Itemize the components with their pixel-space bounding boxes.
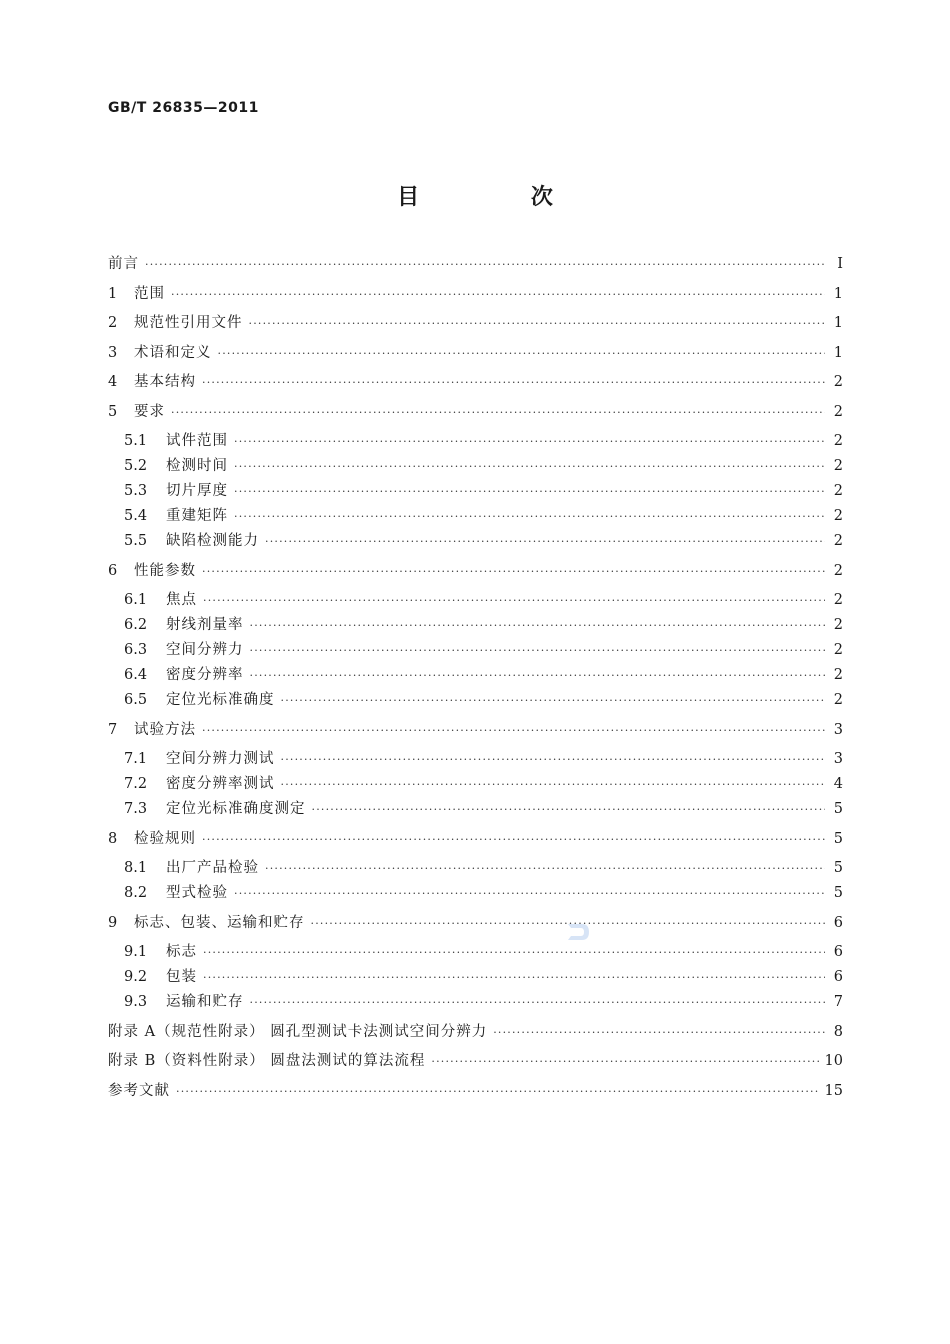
toc-page-number: 3 <box>833 751 843 767</box>
toc-entry-label: 性能参数 <box>134 562 196 579</box>
dot-leader <box>203 972 825 983</box>
toc-section-entry[interactable] <box>108 564 843 594</box>
toc-section-entry[interactable] <box>108 916 843 946</box>
toc-entry-label: 运输和贮存 <box>166 994 244 1010</box>
toc-entry-number: 5 <box>108 403 118 420</box>
toc-page-number: 1 <box>833 285 843 302</box>
toc-entry-label: 参考文献 <box>108 1082 170 1099</box>
toc-subsection-entry[interactable] <box>108 484 843 509</box>
toc-entry-number: 6.2 <box>124 617 148 633</box>
dot-leader <box>202 834 825 845</box>
dot-leader <box>203 595 825 606</box>
toc-entry-number: 9.3 <box>124 994 148 1010</box>
toc-page-number: 2 <box>833 562 843 579</box>
toc-section-entry[interactable] <box>108 316 843 346</box>
toc-page-number: 2 <box>833 667 843 683</box>
toc-page-number: 6 <box>833 914 843 931</box>
toc-subsection-entry[interactable] <box>108 534 843 564</box>
toc-entry-number: 6 <box>108 562 118 579</box>
dot-leader <box>171 289 825 300</box>
toc-entry-number: 8 <box>108 830 118 847</box>
dot-leader <box>234 486 825 497</box>
toc-section-entry[interactable] <box>108 405 843 435</box>
dot-leader <box>203 947 825 958</box>
toc-section-entry[interactable] <box>108 287 843 317</box>
toc-entry-label: 试件范围 <box>166 433 228 449</box>
dot-leader <box>234 436 825 447</box>
toc-entry-label: 前言 <box>108 256 139 272</box>
toc-subsection-entry[interactable] <box>108 668 843 693</box>
toc-entry-label: 空间分辨力测试 <box>166 751 275 767</box>
toc-entry-number: 5.3 <box>124 483 148 499</box>
dot-leader <box>234 511 825 522</box>
toc-section-entry[interactable] <box>108 346 843 376</box>
dot-leader <box>171 407 825 418</box>
dot-leader <box>234 461 825 472</box>
toc-page-number: 2 <box>833 483 843 499</box>
toc-page-number: 2 <box>833 508 843 524</box>
toc-entry-label: 要求 <box>134 403 165 420</box>
toc-entry-number: 6.1 <box>124 592 148 608</box>
toc-section-entry[interactable] <box>108 832 843 862</box>
toc-entry-label: 缺陷检测能力 <box>166 533 259 549</box>
toc-entry-number: 7.1 <box>124 751 148 767</box>
dot-leader <box>250 997 826 1008</box>
toc-page-number: 1 <box>833 344 843 361</box>
toc-subsection-entry[interactable] <box>108 995 843 1025</box>
toc-entry-label: 切片厚度 <box>166 483 228 499</box>
dot-leader <box>145 259 825 270</box>
toc-page-number: 5 <box>833 801 843 817</box>
toc-section-entry[interactable] <box>108 375 843 405</box>
toc-subsection-entry[interactable] <box>108 970 843 995</box>
toc-entry-label: 焦点 <box>166 592 197 608</box>
toc-subsection-entry[interactable] <box>108 509 843 534</box>
toc-subsection-entry[interactable] <box>108 618 843 643</box>
toc-entry-number: 8.1 <box>124 860 148 876</box>
toc-page-number: 2 <box>833 403 843 420</box>
toc-entry-label: 密度分辨率测试 <box>166 776 275 792</box>
toc-page-number: 2 <box>833 374 843 390</box>
toc-entry-number: 6.4 <box>124 667 148 683</box>
toc-page-number: 2 <box>833 692 843 708</box>
toc-subsection-entry[interactable] <box>108 777 843 802</box>
toc-entry-label: 术语和定义 <box>134 344 212 361</box>
toc-subsection-entry[interactable] <box>108 434 843 459</box>
toc-entry-label: 密度分辨率 <box>166 667 244 683</box>
toc-entry-label: 试验方法 <box>134 721 196 738</box>
dot-leader <box>250 645 826 656</box>
toc-page-number: 4 <box>833 776 843 792</box>
toc-page-number: 10 <box>824 1053 843 1069</box>
dot-leader <box>218 348 826 359</box>
page-title: 目 次 <box>397 185 605 210</box>
toc-entry-number: 7.3 <box>124 801 148 817</box>
dot-leader <box>312 804 826 815</box>
toc-entry-label: 定位光标准确度测定 <box>166 801 306 817</box>
toc-entry-label: 标志 <box>166 944 197 960</box>
toc-subsection-entry[interactable] <box>108 643 843 668</box>
toc-entry-number: 5.1 <box>124 433 148 449</box>
dot-leader <box>249 318 826 329</box>
toc-entry-label: 型式检验 <box>166 885 228 901</box>
dot-leader <box>250 620 826 631</box>
toc-subsection-entry[interactable] <box>108 861 843 886</box>
toc-entry-number: 6.3 <box>124 642 148 658</box>
toc-entry-label: 出厂产品检验 <box>166 860 259 876</box>
dot-leader <box>265 536 825 547</box>
toc-page-number: 5 <box>833 860 843 876</box>
toc-entry-number: 1 <box>108 285 118 302</box>
toc-page-number: 1 <box>833 315 843 331</box>
toc-page-number: 2 <box>833 458 843 474</box>
toc-page-number: 2 <box>833 592 843 608</box>
toc-entry-label: 基本结构 <box>134 374 196 390</box>
toc-entry-number: 3 <box>108 344 118 361</box>
toc-page-number: 5 <box>833 885 843 901</box>
toc-entry-number: 5.4 <box>124 508 148 524</box>
toc-entry-number: 7.2 <box>124 776 148 792</box>
toc-entry-number: 8.2 <box>124 885 148 901</box>
toc-entry-label: 检测时间 <box>166 458 228 474</box>
toc-entry-number: 4 <box>108 374 118 390</box>
dot-leader <box>202 566 825 577</box>
toc-entry-label: 空间分辨力 <box>166 642 244 658</box>
standard-code: GB/T 26835—2011 <box>108 100 259 116</box>
toc-subsection-entry[interactable] <box>108 886 843 916</box>
dot-leader <box>493 1027 825 1038</box>
toc-subsection-entry[interactable] <box>108 459 843 484</box>
dot-leader <box>202 725 825 736</box>
toc-subsection-entry[interactable] <box>108 802 843 832</box>
toc-page-number: 2 <box>833 433 843 449</box>
dot-leader <box>281 754 826 765</box>
dot-leader <box>281 695 826 706</box>
dot-leader <box>250 670 826 681</box>
toc-subsection-entry[interactable] <box>108 945 843 970</box>
dot-leader <box>202 377 825 388</box>
toc-page-number: 7 <box>833 994 843 1010</box>
toc-page-number: 2 <box>833 642 843 658</box>
toc-subsection-entry[interactable] <box>108 752 843 777</box>
toc-section-entry[interactable] <box>108 1054 843 1084</box>
toc-entry-number: 5.2 <box>124 458 148 474</box>
toc-entry-label: 射线剂量率 <box>166 617 244 633</box>
dot-leader <box>431 1056 818 1067</box>
toc-entry-label: 规范性引用文件 <box>134 315 243 331</box>
dot-leader <box>176 1086 819 1097</box>
dot-leader <box>265 863 825 874</box>
table-of-contents <box>108 257 843 1113</box>
toc-entry-label: 附录 A（规范性附录） 圆孔型测试卡法测试空间分辨力 <box>108 1023 488 1040</box>
toc-page-number: 5 <box>833 830 843 847</box>
toc-page-number: 8 <box>833 1023 843 1040</box>
toc-page-number: 2 <box>833 533 843 549</box>
toc-entry-label: 定位光标准确度 <box>166 692 275 708</box>
toc-entry-label: 附录 B（资料性附录） 圆盘法测试的算法流程 <box>108 1053 426 1069</box>
toc-entry-number: 2 <box>108 315 118 331</box>
toc-page-number: 15 <box>824 1082 843 1099</box>
toc-subsection-entry[interactable] <box>108 693 843 723</box>
toc-page-number: 6 <box>833 969 843 985</box>
dot-leader <box>281 779 826 790</box>
toc-subsection-entry[interactable] <box>108 593 843 618</box>
toc-section-entry[interactable] <box>108 1084 843 1114</box>
dot-leader <box>234 888 825 899</box>
watermark-logo-icon <box>566 920 590 944</box>
toc-page-number: 6 <box>833 944 843 960</box>
toc-section-entry[interactable] <box>108 1025 843 1055</box>
toc-entry-number: 5.5 <box>124 533 148 549</box>
toc-page-number: 3 <box>833 721 843 738</box>
toc-page-number: Ⅰ <box>837 256 843 272</box>
toc-entry-number: 9.1 <box>124 944 148 960</box>
toc-entry-label: 范围 <box>134 285 165 302</box>
toc-entry-label: 检验规则 <box>134 830 196 847</box>
toc-entry-label: 标志、包装、运输和贮存 <box>134 914 305 931</box>
toc-entry-label: 包装 <box>166 969 197 985</box>
toc-section-entry[interactable] <box>108 723 843 753</box>
toc-entry-number: 9 <box>108 914 118 931</box>
toc-entry-number: 7 <box>108 721 118 738</box>
toc-entry-number: 9.2 <box>124 969 148 985</box>
toc-page-number: 2 <box>833 617 843 633</box>
toc-entry-number: 6.5 <box>124 692 148 708</box>
toc-section-entry[interactable] <box>108 257 843 287</box>
toc-entry-label: 重建矩阵 <box>166 508 228 524</box>
